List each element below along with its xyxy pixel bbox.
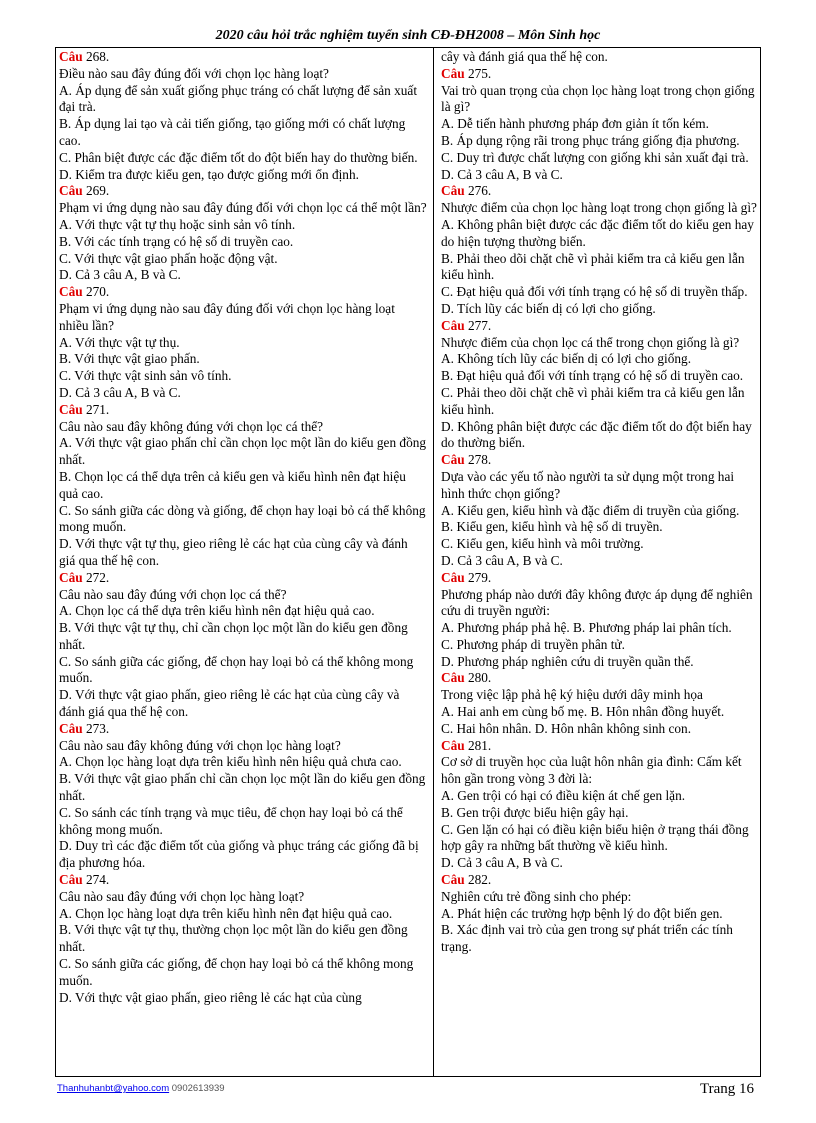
answer-option: C. Với thực vật sinh sản vô tính. bbox=[59, 368, 232, 384]
answer-option: C. Gen lặn có hại có điều kiện biểu hiện ở trạng thái đồng hợp gây ra những bất thường về kiểu hình. bbox=[441, 821, 749, 854]
answer-option: C. Với thực vật giao phấn hoặc động vật. bbox=[59, 250, 278, 266]
question-number-value: 273. bbox=[85, 720, 110, 736]
question-number-value: 270. bbox=[85, 284, 110, 300]
question-text: Câu nào sau đây đúng với chọn lọc hàng loạt? bbox=[59, 888, 305, 904]
question-number-value: 277. bbox=[467, 317, 492, 333]
answer-option: A. Dễ tiến hành phương pháp đơn giản ít tốn kém. bbox=[441, 116, 709, 132]
question-label: Câu bbox=[441, 670, 465, 686]
question-text: Vai trò quan trọng của chọn lọc hàng loạt trong chọn giống là gì? bbox=[441, 82, 755, 115]
answer-option: A. Chọn lọc cá thể dựa trên kiểu hình nên đạt hiệu quả cao. bbox=[59, 603, 375, 619]
question-number bbox=[441, 570, 757, 587]
answer-option: C. Phân biệt được các đặc điểm tốt do đột biến hay do thường biến. bbox=[59, 149, 418, 165]
answer-option: A. Chọn lọc hàng loạt dựa trên kiểu hình nên đạt hiệu quả cao. bbox=[59, 905, 393, 921]
question-label: Câu bbox=[59, 872, 83, 888]
page-number: Trang 16 bbox=[700, 1081, 755, 1097]
answer-option: A. Kiểu gen, kiểu hình và đặc điểm di truyền của giống. bbox=[441, 502, 740, 518]
answer-option: D. Với thực vật tự thụ, gieo riêng lẻ các hạt của cùng cây và đánh giá qua thế hệ con. bbox=[59, 536, 408, 568]
answer-option: B. Đạt hiệu quả đối với tính trạng có hệ số di truyền cao. bbox=[441, 368, 744, 384]
answer-option: C. Phải theo dõi chặt chẽ vì phải kiểm tra cả kiểu gen lẫn kiểu hình. bbox=[441, 384, 745, 417]
question-label: Câu bbox=[59, 720, 83, 736]
answer-option: B. Với thực vật tự thụ, chỉ cần chọn lọc một lần do kiểu gen đồng nhất. bbox=[59, 620, 408, 652]
page-header-title: 2020 câu hỏi trắc nghiệm tuyển sinh CĐ-ĐH2008 – Môn Sinh học bbox=[215, 28, 601, 43]
answer-option: A. Với thực vật giao phấn chỉ cần chọn lọc một lần do kiểu gen đồng nhất. bbox=[59, 435, 427, 468]
question-text: Câu nào sau đây không đúng với chọn lọc hàng loạt? bbox=[59, 737, 341, 753]
answer-option: B. Với các tính trạng có hệ số di truyền cao. bbox=[59, 233, 294, 249]
answer-option: C. Hai hôn nhân. D. Hôn nhân không sinh con. bbox=[441, 720, 692, 736]
answer-option: D. Phương pháp nghiên cứu di truyền quần thể. bbox=[441, 653, 694, 669]
question-label: Câu bbox=[59, 49, 83, 64]
answer-option: A. Hai anh em cùng bố mẹ. B. Hôn nhân đồng huyết. bbox=[441, 704, 725, 720]
question-text: cây và đánh giá qua thế hệ con. bbox=[441, 49, 608, 64]
question-label: Câu bbox=[441, 737, 465, 753]
answer-option: A. Không tích lũy các biến dị có lợi cho giống. bbox=[441, 351, 692, 367]
answer-option: D. Cả 3 câu A, B và C. bbox=[59, 384, 181, 400]
answer-option: B. Áp dụng rộng rãi trong phục tráng giống địa phương. bbox=[441, 132, 740, 148]
question-text: Phạm vi ứng dụng nào sau đây đúng đối với chọn lọc hàng loạt nhiều lần? bbox=[59, 300, 395, 333]
question-number bbox=[441, 318, 757, 335]
answer-option: D. Cả 3 câu A, B và C. bbox=[59, 267, 181, 283]
answer-option: A. Chọn lọc hàng loạt dựa trên kiểu hình nên hiệu quả chưa cao. bbox=[59, 754, 402, 770]
question-label: Câu bbox=[441, 569, 465, 585]
question-label: Câu bbox=[59, 284, 83, 300]
question-label: Câu bbox=[441, 872, 465, 888]
question-text: Điều nào sau đây đúng đối với chọn lọc hàng loạt? bbox=[59, 65, 329, 81]
question-number bbox=[59, 402, 427, 419]
answer-option: A. Phát hiện các trường hợp bệnh lý do đột biến gen. bbox=[441, 905, 723, 921]
question-text: Phạm vi ứng dụng nào sau đây đúng đối với chọn lọc cá thể một lần? bbox=[59, 200, 427, 216]
question-label: Câu bbox=[441, 317, 465, 333]
question-text: Cơ sở di truyền học của luật hôn nhân gia đình: Cấm kết hôn gần trong vòng 3 đời là: bbox=[441, 754, 742, 787]
question-text: Câu nào sau đây đúng với chọn lọc cá thể? bbox=[59, 586, 287, 602]
question-number-value: 271. bbox=[85, 401, 110, 417]
answer-option: B. Với thực vật giao phấn. bbox=[59, 351, 200, 367]
question-text: Dựa vào các yếu tố nào người ta sử dụng một trong hai hình thức chọn giống? bbox=[441, 468, 735, 501]
question-label: Câu bbox=[59, 401, 83, 417]
right-column bbox=[441, 49, 757, 956]
footer-contact bbox=[57, 1083, 225, 1094]
question-text: Nhược điểm của chọn lọc cá thể trong chọn giống là gì? bbox=[441, 334, 740, 350]
answer-option: A. Áp dụng để sản xuất giống phục tráng có chất lượng để sản xuất đại trà. bbox=[59, 82, 418, 115]
question-number-value: 268. bbox=[85, 49, 110, 64]
answer-option: D. Với thực vật giao phấn, gieo riêng lẻ các hạt của cùng cây và đánh giá qua thế hệ con. bbox=[59, 687, 400, 720]
question-number bbox=[441, 183, 757, 200]
answer-option: D. Cả 3 câu A, B và C. bbox=[441, 855, 563, 871]
answer-option: D. Với thực vật giao phấn, gieo riêng lẻ các hạt của cùng bbox=[59, 989, 362, 1005]
answer-option: C. Phương pháp di truyền phân tử. bbox=[441, 636, 625, 652]
question-number bbox=[441, 66, 757, 83]
question-label: Câu bbox=[441, 65, 465, 81]
question-number bbox=[59, 49, 427, 66]
question-number-value: 274. bbox=[85, 872, 110, 888]
question-text: Nhược điểm của chọn lọc hàng loạt trong chọn giống là gì? bbox=[441, 200, 757, 216]
answer-option: B. Chọn lọc cá thể dựa trên cả kiểu gen và kiểu hình nên đạt hiệu quả cao. bbox=[59, 468, 406, 501]
question-number-value: 272. bbox=[85, 569, 110, 585]
question-number-value: 276. bbox=[467, 183, 492, 199]
answer-option: D. Cả 3 câu A, B và C. bbox=[441, 166, 563, 182]
question-number bbox=[59, 872, 427, 889]
footer-email-link[interactable]: Thanhuhanbt@yahoo.com bbox=[57, 1083, 170, 1094]
question-label: Câu bbox=[441, 452, 465, 468]
answer-option: D. Cả 3 câu A, B và C. bbox=[441, 552, 563, 568]
question-number bbox=[441, 670, 757, 687]
footer-phone: 0902613939 bbox=[171, 1083, 225, 1094]
answer-option: A. Phương pháp phả hệ. B. Phương pháp lai phân tích. bbox=[441, 620, 732, 636]
answer-option: D. Không phân biệt được các đặc điểm tốt do đột biến hay do thường biến. bbox=[441, 418, 752, 451]
question-number-value: 269. bbox=[85, 183, 110, 199]
answer-option: B. Kiểu gen, kiểu hình và hệ số di truyền. bbox=[441, 519, 663, 535]
question-label: Câu bbox=[59, 569, 83, 585]
answer-option: B. Áp dụng lai tạo và cải tiến giống, tạo giống mới có chất lượng cao. bbox=[59, 116, 406, 148]
answer-option: A. Gen trội có hại có điều kiện át chế gen lặn. bbox=[441, 788, 686, 804]
answer-option: D. Tích lũy các biến dị có lợi cho giống. bbox=[441, 300, 656, 316]
answer-option: B. Với thực vật giao phấn chỉ cần chọn lọc một lần do kiểu gen đồng nhất. bbox=[59, 771, 426, 804]
question-text: Câu nào sau đây không đúng với chọn lọc cá thể? bbox=[59, 418, 324, 434]
answer-option: B. Với thực vật tự thụ, thường chọn lọc một lần do kiểu gen đồng nhất. bbox=[59, 922, 408, 955]
answer-option: D. Kiểm tra được kiểu gen, tạo được giống mới ổn định. bbox=[59, 166, 359, 182]
answer-option: A. Với thực vật tự thụ hoặc sinh sản vô tính. bbox=[59, 216, 296, 232]
question-number bbox=[59, 183, 427, 200]
question-number-value: 275. bbox=[467, 65, 492, 81]
question-text: Nghiên cứu trẻ đồng sinh cho phép: bbox=[441, 888, 632, 904]
question-number bbox=[59, 721, 427, 738]
answer-option: D. Duy trì các đặc điểm tốt của giống và phục tráng các giống đã bị địa phương hóa. bbox=[59, 838, 419, 871]
answer-option: C. Đạt hiệu quả đối với tính trạng có hệ số di truyền thấp. bbox=[441, 284, 748, 300]
question-number-value: 278. bbox=[467, 452, 492, 468]
question-number bbox=[441, 452, 757, 469]
question-number bbox=[441, 872, 757, 889]
question-label: Câu bbox=[59, 183, 83, 199]
question-number-value: 281. bbox=[467, 737, 492, 753]
answer-option: A. Với thực vật tự thụ. bbox=[59, 334, 180, 350]
answer-option: B. Xác định vai trò của gen trong sự phát triển các tính trạng. bbox=[441, 922, 733, 955]
question-text: Trong việc lập phả hệ ký hiệu dưới dây minh họa bbox=[441, 687, 703, 703]
answer-option: C. So sánh giữa các dòng và giống, để chọn hay loại bỏ cá thể không mong muốn. bbox=[59, 502, 426, 535]
answer-option: C. So sánh giữa các giống, để chọn hay loại bỏ cá thể không mong muốn. bbox=[59, 653, 414, 686]
answer-option: C. So sánh các tính trạng và mục tiêu, để chọn hay loại bỏ cá thể không mong muốn. bbox=[59, 804, 403, 837]
answer-option: B. Gen trội được biểu hiện gây hại. bbox=[441, 804, 629, 820]
left-column bbox=[59, 49, 427, 1006]
question-number bbox=[441, 738, 757, 755]
column-divider bbox=[433, 47, 434, 1077]
question-label: Câu bbox=[441, 183, 465, 199]
answer-option: A. Không phân biệt được các đặc điểm tốt do kiểu gen hay do hiện tượng thường biến. bbox=[441, 216, 754, 249]
question-number-value: 282. bbox=[467, 872, 492, 888]
answer-option: C. Kiểu gen, kiểu hình và môi trường. bbox=[441, 536, 644, 552]
answer-option: C. So sánh giữa các giống, để chọn hay loại bỏ cá thể không mong muốn. bbox=[59, 956, 414, 988]
question-number-value: 280. bbox=[467, 670, 492, 686]
question-text: Phương pháp nào dưới đây không được áp dụng để nghiên cứu di truyền người: bbox=[441, 586, 753, 619]
answer-option: C. Duy trì được chất lượng con giống khi sản xuất đại trà. bbox=[441, 149, 749, 165]
question-number-value: 279. bbox=[467, 569, 492, 585]
question-number bbox=[59, 570, 427, 587]
answer-option: B. Phải theo dõi chặt chẽ vì phải kiểm tra cả kiểu gen lẫn kiểu hình. bbox=[441, 250, 745, 283]
question-number bbox=[59, 284, 427, 301]
